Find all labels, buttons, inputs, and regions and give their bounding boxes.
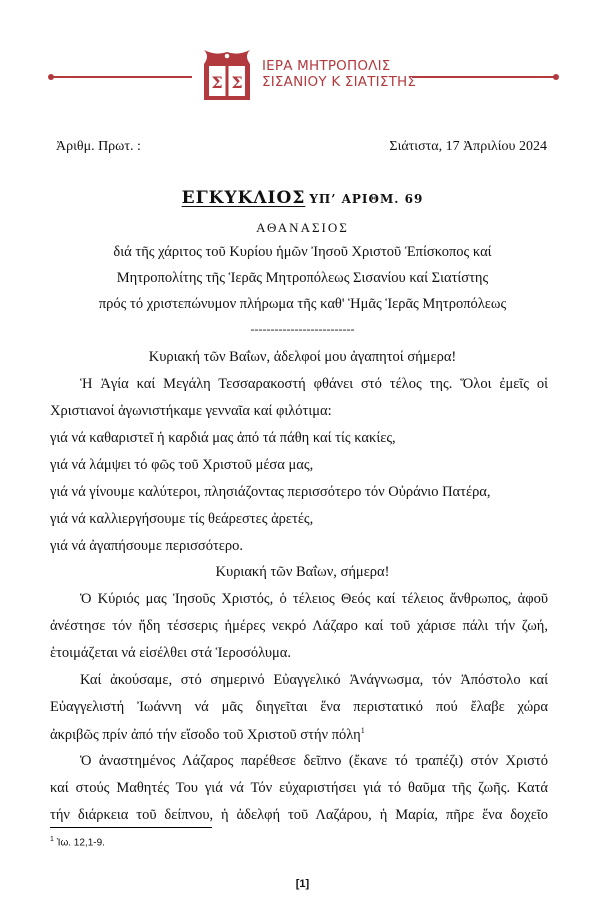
organization-name [262,58,422,90]
sender-line-2: Μητροπολίτης τῆς Ἱερᾶς Μητροπόλεως Σισανίου καί Σιατίστης [116,270,489,286]
metropolis-seal-logo [198,46,256,104]
paragraph-1-line-1: Ἡ Ἁγία καί Μεγάλη Τεσσαρακοστή φθάνει στό τέλος της. Ὅλοι ἐμεῖς οἱ [80,376,548,392]
seal-letter-right: Σ [231,73,243,92]
sender-line-1: διά τῆς χάριτος τοῦ Κυρίου ἡμῶν Ἰησοῦ Χριστοῦ Ἐπίσκοπος καί [113,244,492,260]
paragraph-3-line-1: Καί ἀκούσαμε, στό σημερινό Εὐαγγελικό Ἀνάγνωσμα, τόν Ἀπόστολο καί [80,672,548,688]
paragraph-2-line-2: ἀνέστησε τόν ἤδη τέσσερις ἡμέρες νεκρό Λάζαρο καί τοῦ χάρισε πάλι τήν ζωή, [50,618,548,634]
separator-line: -------------------------- [250,322,355,336]
org-name-line1: ΙΕΡΑ ΜΗΤΡΟΠΟΛΙΣ [262,58,391,74]
header-rule-left [50,76,192,78]
paragraph-3-line-2: Εὐαγγελιστή Ἰωάννη νά μᾶς διηγεῖται ἕνα περιστατικό πού ἔλαβε χώρα [50,699,548,715]
place-and-date: Σιάτιστα, 17 Ἀπριλίου 2024 [389,139,547,154]
greeting: Κυριακή τῶν Βαΐων, ἀδελφοί μου ἀγαπητοί σήμερα! [148,349,457,365]
list-item-1: γιά νά καθαριστεῖ ἡ καρδιά μας ἀπό τά πάθη καί τίς κακίες, [50,430,396,446]
list-item-3: γιά νά γίνουμε καλύτεροι, πλησιάζοντας περισσότερο τόν Οὐράνιο Πατέρα, [50,484,491,500]
paragraph-2-line-3: ἑτοιμάζεται νά εἰσέλθει στά Ἱεροσόλυμα. [50,645,292,661]
page-number: [1] [295,878,310,890]
sender-line-3: πρός τό χριστεπώνυμον πλήρωμα τῆς καθ' Ἡμᾶς Ἱερᾶς Μητροπόλεως [98,296,507,312]
list-item-4: γιά νά καλλιεργήσουμε τίς θεάρεστες ἀρετές, [50,511,314,527]
title-number: ΥΠ’ ΑΡΙΘΜ. 69 [309,192,424,206]
footnote-reference[interactable]: 1 [360,726,365,735]
paragraph-1-line-2: Χριστιανοί ἀγωνιστήκαμε γενναῖα καί φιλότιμα: [50,403,332,419]
title-main: ΕΓΚΥΚΛΙΟΣ [181,188,306,208]
paragraph-4-line-1: Ὁ ἀναστημένος Λάζαρος παρέθεσε δεῖπνο (ἔκανε τό τραπέζι) στόν Χριστό [80,753,548,769]
org-name-line2: ΣΙΣΑΝΙΟΥ Κ ΣΙΑΤΙΣΤΗΣ [262,74,417,90]
footnote-number: 1 [50,836,54,843]
seal-letter-left: Σ [211,73,223,92]
footnote-divider [50,827,212,828]
paragraph-3-line-3-text: ἀκριβῶς πρίν ἀπό τήν εἴσοδο τοῦ Χριστοῦ στήν πόλη [50,726,361,743]
paragraph-3-line-3 [50,726,365,744]
paragraph-4-line-3: τήν διάρκεια τοῦ δείπνου, ἡ ἀδελφή τοῦ Λαζάρου, ἡ Μαρία, πῆρε ἕνα δοχεῖο [50,807,548,823]
list-item-2: γιά νά λάμψει τό φῶς τοῦ Χριστοῦ μέσα μας, [50,457,314,473]
paragraph-2-line-1: Ὁ Κύριός μας Ἰησοῦς Χριστός, ὁ τέλειος Θεός καί τέλειος ἄνθρωπος, ἀφοῦ [80,591,548,607]
header-rule-right [412,76,557,78]
document-title [0,188,605,208]
list-item-5: γιά νά ἀγαπήσουμε περισσότερο. [50,538,244,554]
sender-name: ΑΘΑΝΑΣΙΟΣ [256,220,349,235]
paragraph-4-line-2: καί στούς Μαθητές Του γιά νά Τόν εὐχαριστήσει γιά τό θαῦμα τῆς ζωῆς. Κατά [50,780,548,796]
footnote-text: Ἰω. 12,1-9. [56,837,105,849]
protocol-number-label: Ἀριθμ. Πρωτ. : [56,139,141,154]
greeting-2: Κυριακή τῶν Βαΐων, σήμερα! [215,564,390,580]
footnote [50,836,105,848]
